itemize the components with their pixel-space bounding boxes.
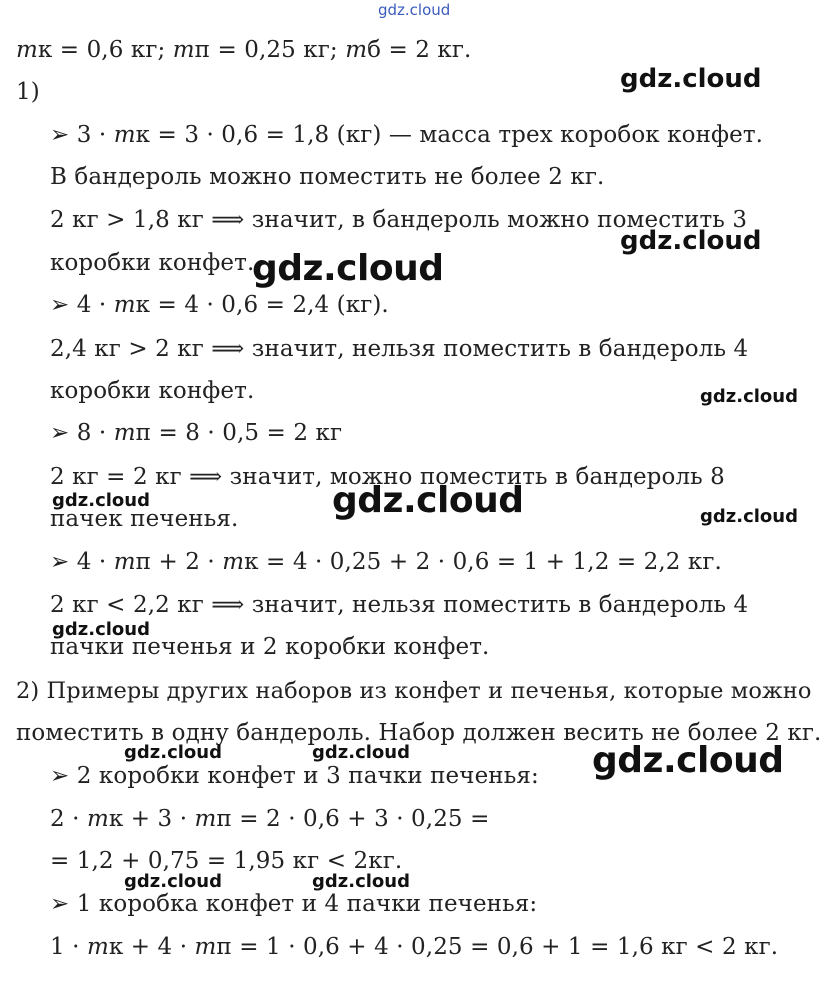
text-compare-mixed-set: 2 кг < 2,2 кг ⟹ значит, нельзя поместить в бандероль 4 [50, 592, 749, 618]
watermark: gdz.cloud [312, 871, 410, 892]
bullet-four-boxes: ➢ 4 · 𝑚к = 4 · 0,6 = 2,4 (кг). [50, 292, 389, 318]
given-values-line: 𝑚к = 0,6 кг; 𝑚п = 0,25 кг; 𝑚б = 2 кг. [16, 37, 472, 63]
formula-example-1-cont: = 1,2 + 0,75 = 1,95 кг < 2кг. [50, 848, 403, 874]
watermark: gdz.cloud [620, 226, 762, 256]
formula-example-2: 1 · 𝑚к + 4 · 𝑚п = 1 · 0,6 + 4 · 0,25 = 0,6 + 1 = 1,6 кг < 2 кг. [50, 934, 779, 960]
bullet-example-2: ➢ 1 коробка конфет и 4 пачки печенья: [50, 891, 538, 917]
watermark-top: gdz.cloud [378, 1, 451, 19]
formula-example-1: 2 · 𝑚к + 3 · 𝑚п = 2 · 0,6 + 3 · 0,25 = [50, 806, 490, 832]
text-limit-2kg: В бандероль можно поместить не более 2 кг. [50, 164, 605, 190]
text-compare-three-boxes: 2 кг > 1,8 кг ⟹ значит, в бандероль можно поместить 3 [50, 207, 748, 233]
text-compare-mixed-set-cont: пачки печенья и 2 коробки конфет. [50, 634, 490, 660]
watermark-large: gdz.cloud [592, 740, 784, 781]
text-compare-eight-packs: 2 кг = 2 кг ⟹ значит, можно поместить в бандероль 8 [50, 464, 725, 490]
bullet-example-1: ➢ 2 коробки конфет и 3 пачки печенья: [50, 763, 539, 789]
watermark: gdz.cloud [52, 619, 150, 640]
watermark: gdz.cloud [620, 64, 762, 94]
watermark: gdz.cloud [700, 386, 798, 407]
bullet-three-boxes: ➢ 3 · 𝑚к = 3 · 0,6 = 1,8 (кг) — масса трех коробок конфет. [50, 122, 764, 148]
watermark-large: gdz.cloud [332, 480, 524, 521]
part-1-label: 1) [16, 79, 40, 105]
text-compare-eight-packs-cont: пачек печенья. [50, 506, 239, 532]
bullet-eight-packs: ➢ 8 · 𝑚п = 8 · 0,5 = 2 кг [50, 420, 343, 446]
watermark: gdz.cloud [312, 742, 410, 763]
watermark: gdz.cloud [124, 742, 222, 763]
watermark: gdz.cloud [700, 506, 798, 527]
text-compare-four-boxes: 2,4 кг > 2 кг ⟹ значит, нельзя поместить в бандероль 4 [50, 336, 749, 362]
text-compare-three-boxes-cont: коробки конфет. [50, 250, 255, 276]
part-2-intro: 2) Примеры других наборов из конфет и печенья, которые можно [16, 678, 812, 704]
watermark: gdz.cloud [52, 490, 150, 511]
watermark: gdz.cloud [124, 871, 222, 892]
part-2-intro-cont: поместить в одну бандероль. Набор должен весить не более 2 кг. [16, 720, 822, 746]
bullet-mixed-set: ➢ 4 · 𝑚п + 2 · 𝑚к = 4 · 0,25 + 2 · 0,6 = 1 + 1,2 = 2,2 кг. [50, 549, 722, 575]
watermark-large: gdz.cloud [252, 248, 444, 289]
text-compare-four-boxes-cont: коробки конфет. [50, 378, 255, 404]
